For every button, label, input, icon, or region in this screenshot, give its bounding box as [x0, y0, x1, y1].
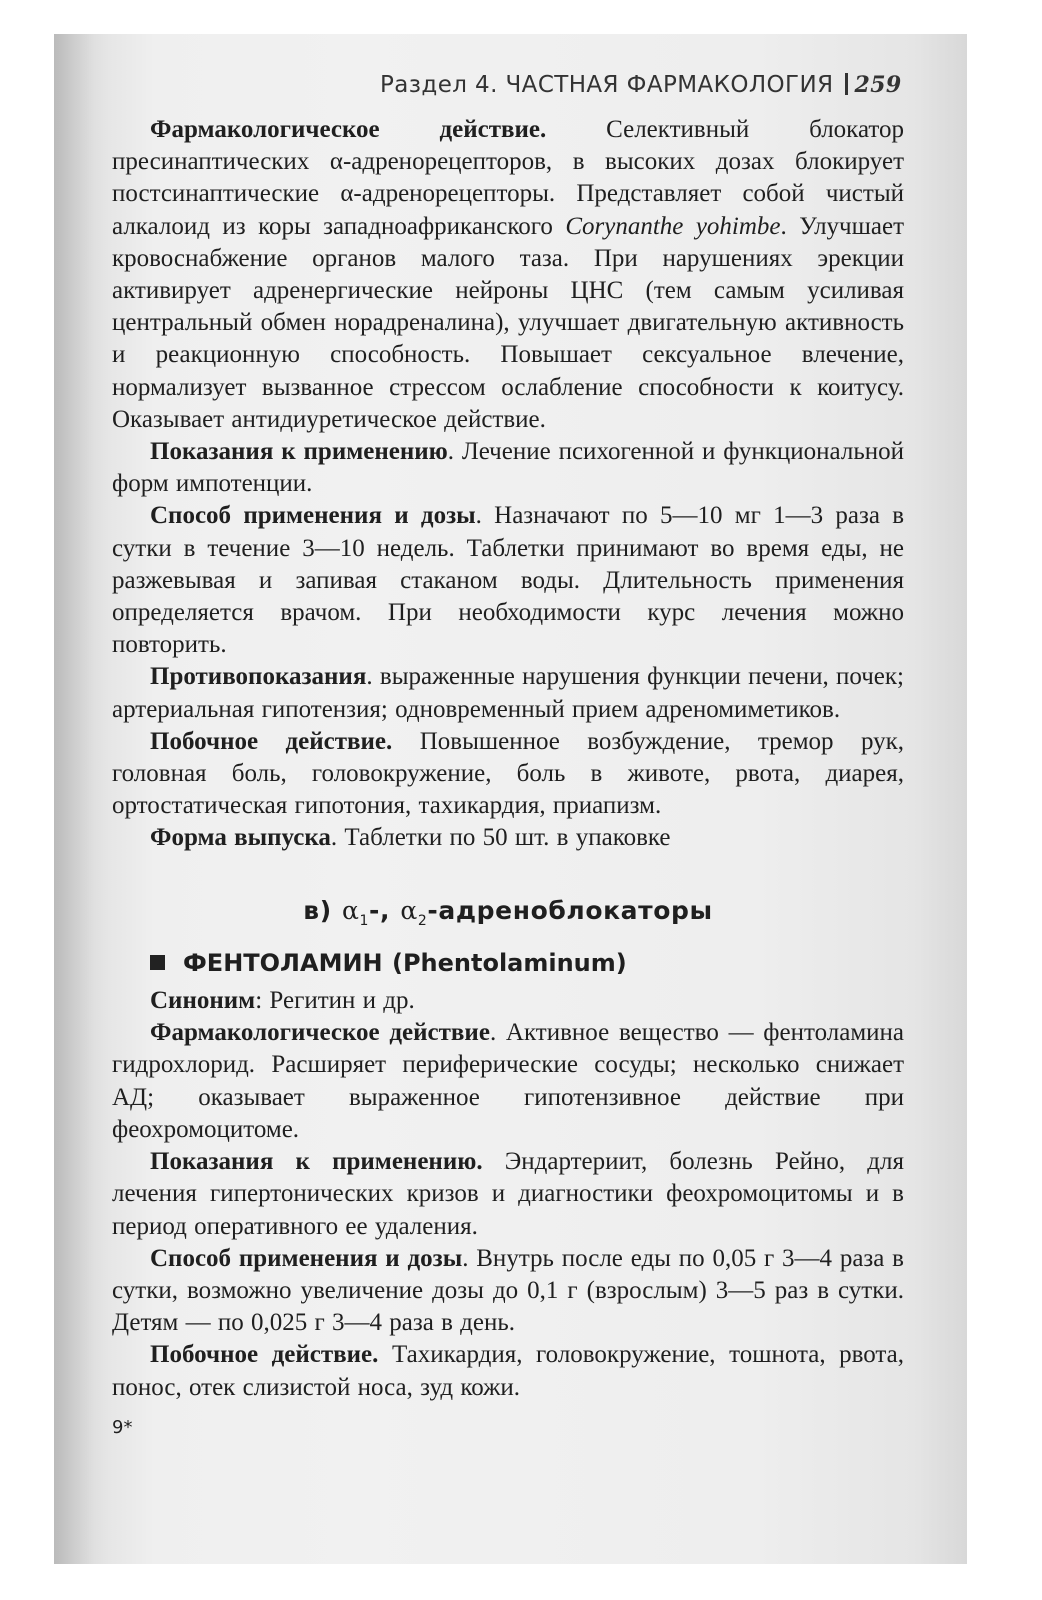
section-heading-suffix: -адреноблокаторы [427, 895, 713, 925]
paragraph-text: : Регитин и др. [255, 987, 415, 1015]
paragraph-synonym [112, 985, 904, 1017]
paragraph-text: . Назначают по 5—10 мг 1—3 раза в сутки в течение 3—10 недель. Таблетки принимают во время еды, не разжевывая и запивая стаканом воды. Длительность применения определяется врачом. При необходимости курс лечения можно повторить. [112, 502, 904, 659]
paragraph-side-effects [112, 726, 904, 823]
drug-name: ФЕНТОЛАМИН (Phentolaminum) [183, 948, 627, 977]
paragraph-label: Побочное действие. [150, 1341, 379, 1369]
paragraph-dosage [112, 500, 904, 661]
paragraph-text: . выраженные нарушения функции печени, почек; артериальная гипотензия; одновременный прием адреномиметиков. [112, 663, 904, 723]
paragraph-text: . Внутрь после еды по 0,05 г 3—4 раза в сутки, возможно увеличение дозы до 0,1 г (взрослым) 3—5 раз в сутки. Детям — по 0,025 г 3—4 раза в день. [112, 1244, 904, 1337]
paragraph-pharmacological-action-2 [112, 1017, 904, 1146]
subscript-one: 1 [359, 912, 370, 929]
page-number: 259 [854, 72, 902, 98]
paragraph-text: . Активное вещество — фентоламина гидрохлорид. Расширяет периферические сосуды; несколько снижает АД; оказывает выраженное гипотензивное действие при феохромоцитоме. [112, 1019, 904, 1143]
species-name: Corynanthe yohimbe [565, 212, 781, 240]
paragraph-indications [112, 436, 904, 500]
paragraph-label: Фармакологическое действие. [150, 116, 547, 143]
paragraph-side-effects-2 [112, 1339, 904, 1403]
paragraph-text: Селективный блокатор пресинаптических α-адренорецепторов, в высоких дозах блокирует постсинаптические α-адренорецепторы. Представляет собой чистый алкалоид из коры западноафриканского [112, 116, 904, 240]
paragraph-label: Показания к применению [150, 438, 448, 466]
paragraph-text: Повышенное возбуждение, тремор рук, головная боль, головокружение, боль в животе, рвота, диарея, ортостатическая гипотония, тахикардия, приапизм. [112, 727, 905, 820]
page-binding-shadow [54, 34, 94, 1564]
header-divider [845, 73, 848, 95]
paragraph-label: Фармакологическое действие [150, 1019, 490, 1047]
book-page [54, 34, 967, 1564]
paragraph-label: Побочное действие. [150, 727, 393, 755]
paragraph-label: Способ применения и дозы [150, 1244, 463, 1272]
paragraph-label: Способ применения и дозы [150, 502, 476, 530]
paragraph-text: . Лечение психогенной и функциональной форм импотенции. [112, 438, 904, 498]
page-body [112, 114, 904, 1444]
subscript-two: 2 [417, 912, 428, 929]
running-header-title: Раздел 4. ЧАСТНАЯ ФАРМАКОЛОГИЯ [380, 72, 834, 98]
paragraph-pharmacological-action [112, 114, 904, 436]
paragraph-text: Тахикардия, головокружение, тошнота, рвота, понос, отек слизистой носа, зуд кожи. [112, 1341, 905, 1401]
paragraph-label: Форма выпуска [150, 824, 331, 852]
paragraph-release-form [112, 822, 904, 854]
running-header [380, 72, 900, 108]
paragraph-contraindications [112, 661, 904, 725]
paragraph-label: Противопоказания [150, 663, 367, 691]
paragraph-text: Эндартериит, болезнь Рейно, для лечения гипертонических кризов и диагностики феохромоцитомы и в период оперативного ее удаления. [112, 1148, 904, 1240]
paragraph-indications-2 [112, 1146, 904, 1243]
paragraph-text: . Таблетки по 50 шт. в упаковке [330, 824, 671, 852]
section-heading [112, 895, 904, 937]
square-bullet-icon [150, 955, 165, 970]
paragraph-label: Синоним [150, 987, 256, 1015]
signature-mark: 9* [112, 1416, 133, 1438]
paragraph-dosage-2 [112, 1243, 904, 1340]
paragraph-label: Показания к применению. [150, 1148, 483, 1176]
drug-heading [150, 947, 904, 979]
paragraph-text: . Улучшает кровоснабжение органов малого таза. При нарушениях эрекции активирует адренергические нейроны ЦНС (тем самым усиливая центральный обмен норадреналина), улучшает двигательную активность и реакционную способность. Повышает сексуальное влечение, нормализует вызванное стрессом ослабление способности к коитусу. Оказывает антидиуретическое действие. [112, 212, 904, 433]
section-heading-separator: -, [369, 895, 401, 925]
alpha-symbol: α [400, 895, 418, 925]
alpha-symbol: α [342, 895, 360, 925]
section-heading-prefix: в) [303, 895, 343, 925]
